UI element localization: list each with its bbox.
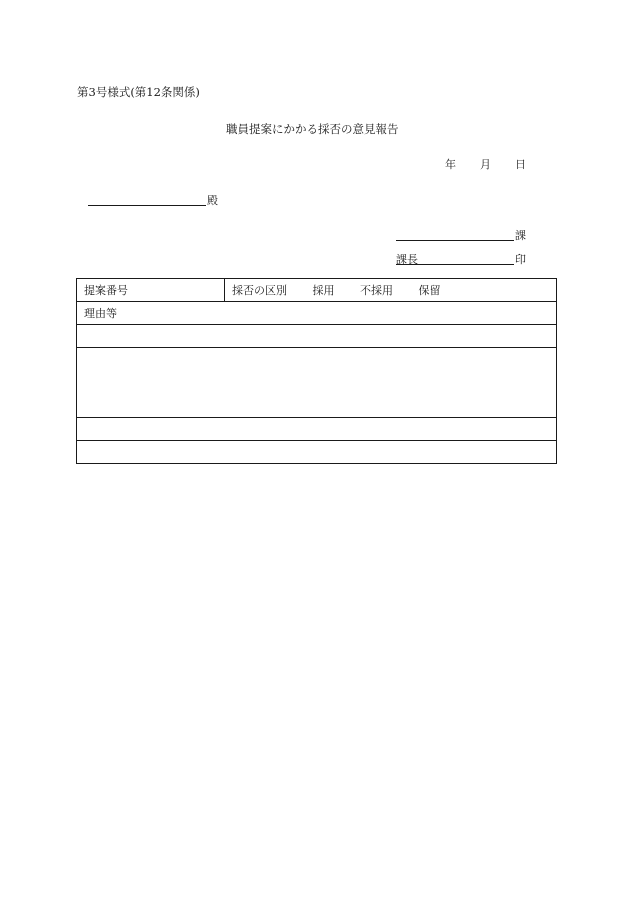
date-day-label: 日 — [515, 158, 526, 171]
reason-field-3[interactable] — [77, 418, 557, 441]
addressee-underline[interactable] — [88, 205, 206, 206]
section-name-underline[interactable] — [396, 240, 514, 241]
table-row-header — [77, 279, 557, 302]
table-row-reason-2 — [77, 348, 557, 418]
date-month-label: 月 — [480, 158, 491, 171]
table-row-reason-4 — [77, 441, 557, 464]
option-adopt[interactable]: 採用 — [312, 284, 335, 297]
reason-field-4[interactable] — [77, 441, 557, 464]
reason-field-2[interactable] — [77, 348, 557, 418]
table-row-reason-1 — [77, 325, 557, 348]
section-suffix: 課 — [515, 229, 526, 242]
decision-label: 採否の区別 — [232, 284, 287, 297]
reason-label: 理由等 — [84, 307, 117, 320]
decision-cell — [225, 279, 557, 302]
proposal-number-cell[interactable] — [77, 279, 225, 302]
proposal-number-label: 提案番号 — [84, 284, 128, 297]
seal-label: 印 — [515, 253, 526, 266]
form-number: 第3号様式(第12条関係) — [77, 85, 200, 99]
reason-label-cell — [77, 302, 557, 325]
date-year-label: 年 — [445, 158, 456, 171]
option-reject[interactable]: 不採用 — [360, 284, 393, 297]
table-row-reason-3 — [77, 418, 557, 441]
section-chief-label: 課長 — [396, 253, 418, 266]
section-chief-underline[interactable] — [396, 264, 514, 265]
table-row-reason-label — [77, 302, 557, 325]
option-pending[interactable]: 保留 — [418, 284, 441, 297]
proposal-decision-table — [76, 278, 557, 464]
reason-field-1[interactable] — [77, 325, 557, 348]
addressee-honorific: 殿 — [207, 194, 218, 207]
document-title: 職員提案にかかる採否の意見報告 — [226, 122, 399, 136]
